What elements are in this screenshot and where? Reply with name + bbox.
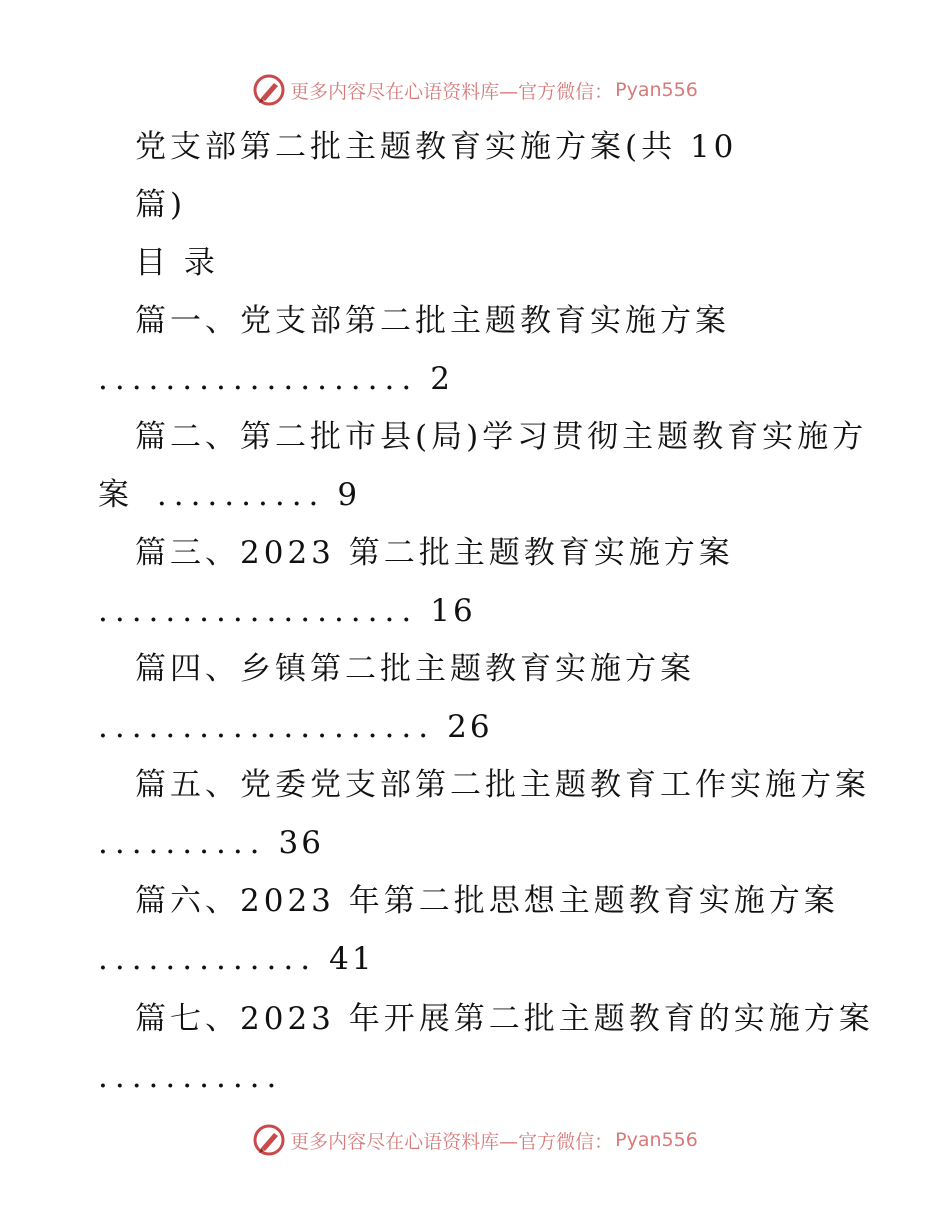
banner-wechat-id: Pyan556 xyxy=(615,79,698,101)
toc-entry-6-leader xyxy=(0,934,950,984)
watermark-banner-top xyxy=(0,70,950,110)
toc-entry-3-leader xyxy=(0,586,950,636)
document-title-line-2: 篇) xyxy=(135,187,187,223)
toc-page-number: 9 xyxy=(337,477,361,513)
watermark-banner-bottom xyxy=(0,1120,950,1160)
toc-heading: 目 录 xyxy=(135,245,219,281)
toc-entry-2-leader xyxy=(0,470,950,520)
toc-dot-leader: .................... xyxy=(98,709,436,745)
banner-text: 更多内容尽在心语资料库—官方微信： xyxy=(290,1130,614,1153)
toc-dot-leader: .......... xyxy=(156,477,326,513)
toc-entry-2-title: 篇二、第二批市县(局)学习贯彻主题教育实施方 xyxy=(135,419,868,455)
pen-logo-icon xyxy=(252,1123,286,1157)
toc-page-number: 36 xyxy=(278,825,324,861)
toc-dot-leader: ................... xyxy=(98,361,419,397)
pen-logo-icon xyxy=(252,73,286,107)
toc-entry-5-leader xyxy=(0,818,950,868)
toc-entry-1-leader xyxy=(0,354,950,404)
toc-dot-leader: ........... xyxy=(98,1059,284,1095)
toc-page-number: 2 xyxy=(430,361,453,397)
toc-page-number: 41 xyxy=(329,941,375,977)
toc-entry-6-title: 篇六、2023 年第二批思想主题教育实施方案 xyxy=(135,883,839,919)
toc-entry-4-leader xyxy=(0,702,950,752)
toc-entry-7-title: 篇七、2023 年开展第二批主题教育的实施方案 xyxy=(135,1001,874,1037)
toc-page-number: 26 xyxy=(447,709,493,745)
toc-entry-4-title: 篇四、乡镇第二批主题教育实施方案 xyxy=(135,651,695,687)
toc-entry-5-title: 篇五、党委党支部第二批主题教育工作实施方案 xyxy=(135,767,870,803)
banner-wechat-id: Pyan556 xyxy=(615,1129,698,1151)
toc-dot-leader: ............. xyxy=(98,941,318,977)
toc-title-continuation: 案 xyxy=(98,477,133,513)
document-title-line-1: 党支部第二批主题教育实施方案(共 10 xyxy=(135,129,738,165)
toc-entry-7-leader xyxy=(0,1052,950,1102)
banner-text: 更多内容尽在心语资料库—官方微信： xyxy=(290,80,614,103)
toc-page-number: 16 xyxy=(430,593,476,629)
toc-dot-leader: .......... xyxy=(98,825,267,861)
toc-entry-1-title: 篇一、党支部第二批主题教育实施方案 xyxy=(135,303,730,339)
toc-dot-leader: ................... xyxy=(98,593,419,629)
toc-entry-3-title: 篇三、2023 第二批主题教育实施方案 xyxy=(135,535,734,571)
